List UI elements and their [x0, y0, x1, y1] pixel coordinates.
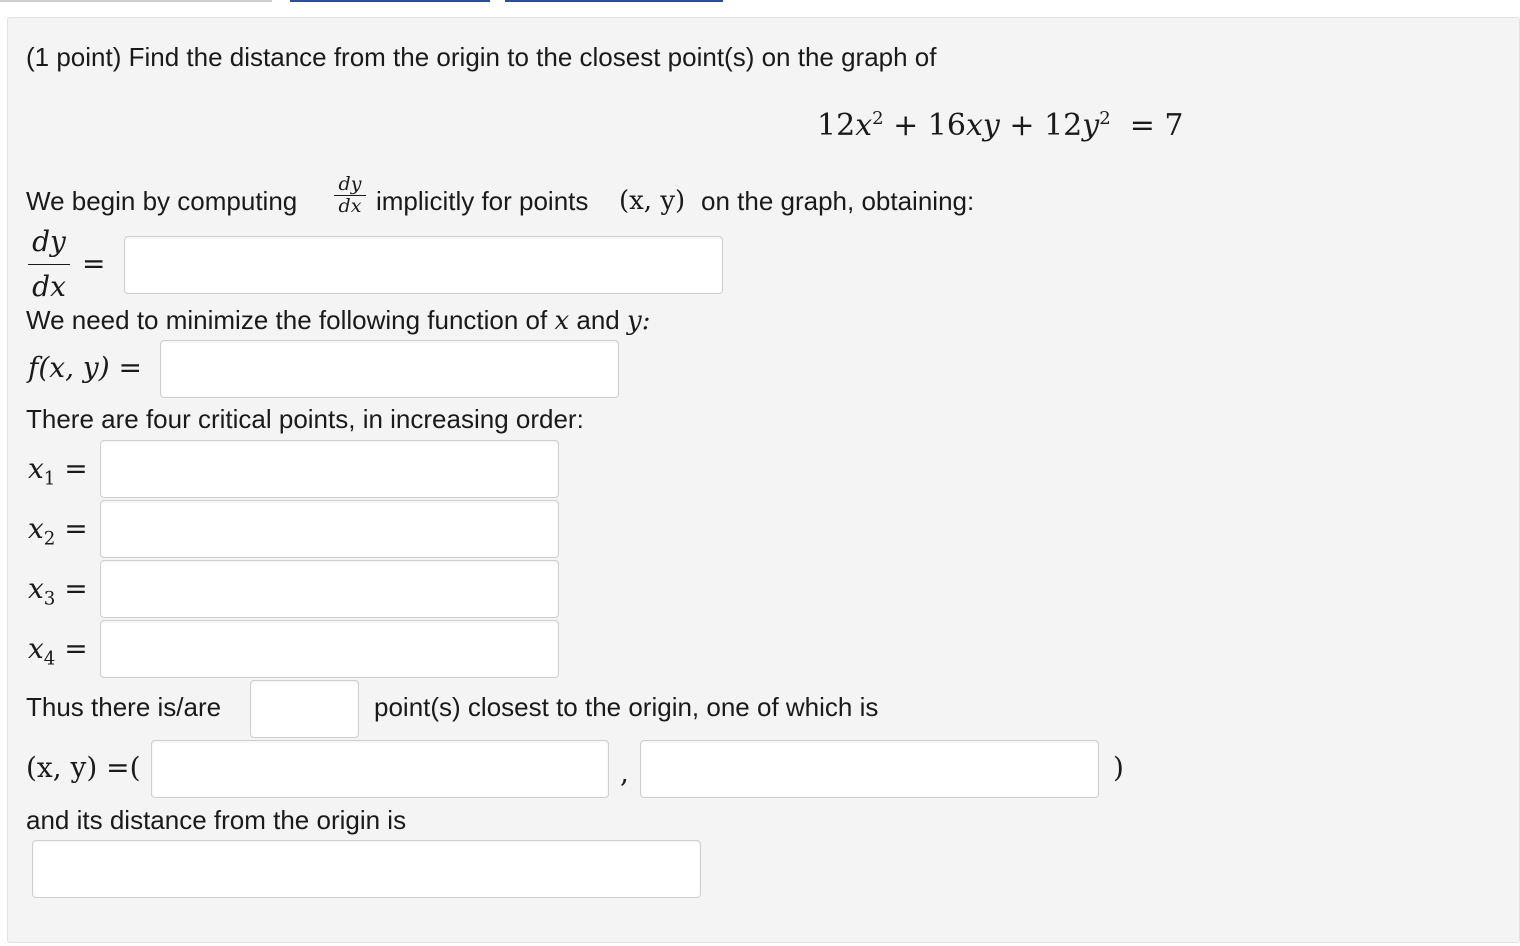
tab-2[interactable] — [290, 0, 490, 2]
frac-num: dy — [32, 225, 66, 258]
fraction-bar — [28, 264, 70, 265]
x1-label: $x_1$ = — [28, 452, 88, 490]
inline-frac-den: dx — [338, 195, 362, 217]
equals-sign: = — [82, 247, 106, 280]
equation: $12x^2 + 16xy + 12y^2 = 7$ — [817, 108, 1184, 143]
step1-after: implicitly for points — [376, 186, 589, 216]
tab-1[interactable] — [0, 0, 272, 2]
tab-3[interactable] — [505, 0, 723, 2]
inline-fraction-dydx — [334, 174, 366, 217]
x1-sub: 1 — [43, 468, 56, 490]
thus-text: Thus there is/are — [26, 692, 222, 722]
step2-and: and — [576, 305, 620, 335]
count-input[interactable] — [250, 680, 359, 738]
distance-input[interactable] — [32, 840, 701, 898]
step2-x: x — [554, 306, 570, 336]
eq-coef-1: 12 — [817, 108, 856, 143]
close-paren: ) — [1113, 751, 1124, 784]
step2-y: y: — [627, 306, 651, 336]
dydx-input[interactable] — [124, 236, 723, 294]
f-input[interactable] — [160, 340, 619, 398]
x2-input[interactable] — [100, 500, 559, 558]
eq-coef-2: 16 — [927, 108, 966, 143]
point-comma: , — [620, 756, 629, 789]
x3-sub: 3 — [43, 588, 56, 610]
step1-point: (x, y) — [619, 186, 686, 216]
x1-input[interactable] — [100, 440, 559, 498]
x3-input[interactable] — [100, 560, 559, 618]
step2-text — [26, 305, 650, 336]
dydx-fraction — [28, 226, 70, 303]
critical-text: There are four critical points, in increasing order: — [26, 404, 584, 434]
f-label: f(x, y) = — [28, 351, 142, 384]
point-x-input[interactable] — [151, 740, 609, 798]
x2-sub: 2 — [43, 528, 56, 550]
x4-sub: 4 — [43, 648, 56, 670]
problem-intro: (1 point) Find the distance from the origin to the closest point(s) on the graph of — [26, 42, 937, 72]
frac-den: dx — [32, 270, 66, 303]
x3-label: $x_3$ = — [28, 572, 88, 610]
point-y-input[interactable] — [640, 740, 1099, 798]
x2-label: $x_2$ = — [28, 512, 88, 550]
step2-a: We need to minimize the following function of — [26, 305, 548, 335]
distance-text: and its distance from the origin is — [26, 805, 407, 835]
x4-input[interactable] — [100, 620, 559, 678]
top-border — [0, 0, 1520, 2]
point-label: (x, y) =( — [26, 751, 141, 784]
x4-label: $x_4$ = — [28, 632, 88, 670]
inline-frac-num: dy — [338, 173, 362, 195]
eq-coef-3: 12 — [1044, 108, 1083, 143]
eq-rhs: 7 — [1164, 108, 1184, 143]
closest-text: point(s) closest to the origin, one of which is — [374, 692, 879, 722]
step1-before: We begin by computing — [26, 186, 298, 216]
step1-end: on the graph, obtaining: — [701, 186, 975, 216]
